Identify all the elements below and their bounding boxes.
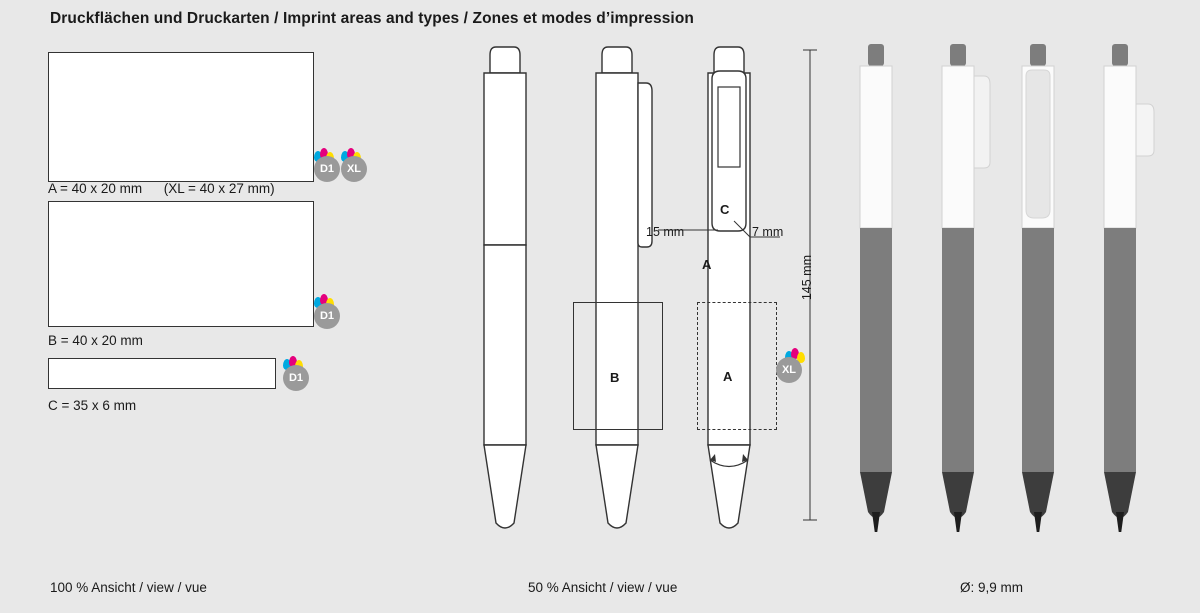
badge-xl-middle: XL [776,357,802,383]
pen-render-2 [928,42,994,532]
pen-label-a-bottom: A [723,369,733,384]
pen-imprint-rect-b [573,302,663,430]
imprint-area-a-label-extra: (XL = 40 x 27 mm) [163,181,275,196]
pen-label-a-top: A [702,257,712,272]
pen-technical-front-view [470,45,540,535]
imprint-area-c-box [48,358,276,389]
badge-d1-area-c: D1 [283,365,309,391]
imprint-area-a-label-main: A = 40 x 20 mm [48,181,143,196]
badge-d1-area-b: D1 [314,303,340,329]
badge-xl-area-a: XL [341,156,367,182]
imprint-area-b-box [48,201,314,327]
dimension-15mm: 15 mm [646,225,685,239]
pen-imprint-rect-a [697,302,777,430]
footer-diameter: Ø: 9,9 mm [960,580,1024,595]
pen-label-b: B [610,370,620,385]
pen-render-1 [846,42,906,532]
pen-render-3 [1008,42,1068,532]
dimension-7mm: 7 mm [752,225,784,239]
pen-label-c: C [720,202,730,217]
imprint-area-a-box [48,52,314,182]
footer-scale-center: 50 % Ansicht / view / vue [528,580,678,595]
imprint-area-a-label [48,181,275,196]
page-title: Druckflächen und Druckarten / Imprint areas and types / Zones et modes d’impression [50,10,694,27]
pen-technical-side-view [582,45,657,535]
dimension-total-height: 145 mm [800,255,814,301]
footer-scale-left: 100 % Ansicht / view / vue [50,580,207,595]
badge-d1-area-a: D1 [314,156,340,182]
pen-render-4 [1090,42,1160,532]
imprint-area-c-label: C = 35 x 6 mm [48,398,137,413]
imprint-area-b-label: B = 40 x 20 mm [48,333,143,348]
